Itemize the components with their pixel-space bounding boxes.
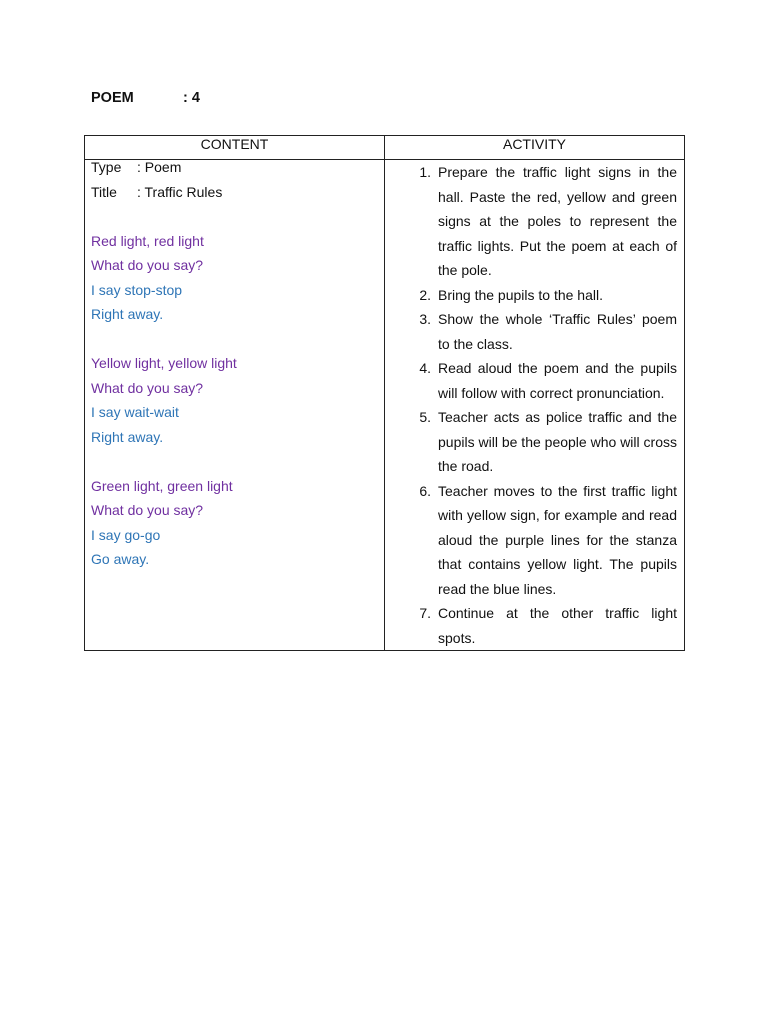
- step-text: Show the whole ‘Traffic Rules’ poem to the class.: [438, 311, 677, 352]
- step-text: Bring the pupils to the hall.: [438, 286, 603, 303]
- step-number: 1.: [419, 164, 431, 180]
- meta-value: : Poem: [137, 159, 182, 175]
- list-item: [385, 356, 677, 405]
- meta-key: Type: [91, 159, 122, 175]
- poem-line: I say go-go: [91, 526, 161, 543]
- step-text: Read aloud the poem and the pupils will follow with correct pronunciation.: [438, 360, 677, 401]
- document-heading: [91, 90, 200, 106]
- step-text: Teacher moves to the first traffic light with yellow sign, for example and read aloud the purple lines for the stanza that contains yellow light. The pupils read the blue lines.: [438, 482, 677, 597]
- step-number: 2.: [419, 286, 431, 303]
- column-header-activity: ACTIVITY: [385, 136, 685, 160]
- column-header-content: CONTENT: [85, 136, 385, 160]
- activity-list: [385, 160, 677, 650]
- spacer: [91, 332, 384, 357]
- list-item: [385, 405, 677, 479]
- heading-label: POEM: [91, 90, 134, 106]
- poem-line: Right away.: [91, 306, 164, 322]
- list-item: [385, 283, 677, 308]
- poem-line: Red light, red light: [91, 232, 204, 249]
- step-number: 6.: [419, 482, 431, 499]
- poem-line: Green light, green light: [91, 477, 233, 494]
- meta-key: Title: [91, 183, 117, 200]
- table-body-row: [85, 160, 685, 651]
- spacer: [91, 454, 384, 479]
- meta-type: [91, 160, 384, 185]
- list-item: [385, 307, 677, 356]
- step-number: 7.: [419, 605, 431, 621]
- poem-line: I say wait-wait: [91, 404, 179, 420]
- step-number: 4.: [419, 360, 431, 376]
- activity-cell: [385, 160, 685, 651]
- poem-line: What do you say?: [91, 257, 204, 273]
- spacer: [91, 209, 384, 234]
- step-number: 5.: [419, 409, 431, 425]
- poem-line: I say stop-stop: [91, 281, 183, 298]
- heading-number: : 4: [183, 90, 200, 106]
- poem-line: What do you say?: [91, 502, 204, 518]
- table-header-row: [85, 136, 685, 160]
- content-cell: [85, 160, 385, 651]
- poem-line: Go away.: [91, 551, 150, 567]
- list-item: [385, 160, 677, 283]
- poem-line: Right away.: [91, 428, 164, 445]
- poem-line: Yellow light, yellow light: [91, 355, 237, 371]
- meta-title: [91, 185, 384, 210]
- step-text: Teacher acts as police traffic and the pupils will be the people who will cross the road.: [438, 409, 677, 474]
- list-item: [385, 479, 677, 602]
- list-item: [385, 601, 677, 650]
- step-text: Continue at the other traffic light spots.: [438, 605, 677, 646]
- lesson-table: [84, 135, 685, 651]
- step-text: Prepare the traffic light signs in the hall. Paste the red, yellow and green signs at the poles to represent the traffic lights. Put the poem at each of the pole.: [438, 164, 677, 278]
- meta-value: : Traffic Rules: [137, 183, 223, 200]
- poem-line: What do you say?: [91, 379, 204, 396]
- step-number: 3.: [419, 311, 431, 327]
